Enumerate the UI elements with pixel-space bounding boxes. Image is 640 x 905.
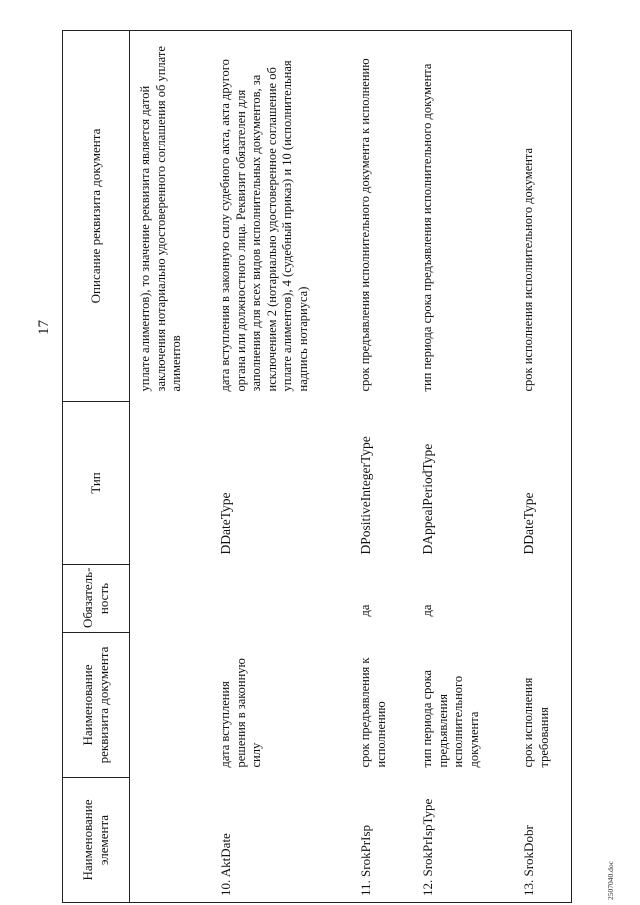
cell-requisite: дата вступления решения в законную силу bbox=[218, 658, 264, 768]
cell-description: срок исполнения исполнительного документа bbox=[509, 31, 571, 402]
rotated-table-container bbox=[62, 31, 572, 903]
cell-requisite: тип периода срока предъявления исполнительного документа bbox=[420, 669, 481, 768]
cell-description: уплате алиментов), то значение реквизита является датой заключения нотариально удостоверенного соглашения об уплате алиментов bbox=[130, 31, 207, 402]
cell-type: DDateType bbox=[218, 492, 234, 555]
cell-element: 13. SrokDobr bbox=[509, 778, 571, 903]
cell-type: DDateType bbox=[509, 402, 571, 565]
header-required: Обязатель-ность bbox=[63, 565, 130, 633]
cell-element bbox=[130, 778, 207, 903]
cell-required bbox=[130, 565, 207, 633]
table-row bbox=[509, 31, 571, 903]
page-number: 17 bbox=[36, 320, 52, 335]
header-requisite-name: Наименование реквизита документа bbox=[63, 633, 130, 778]
cell-type bbox=[130, 402, 207, 565]
cell-required bbox=[509, 565, 571, 633]
cell-element: 12. SrokPrIspType bbox=[408, 778, 509, 903]
cell-description: тип периода срока предъявления исполнительного документа bbox=[408, 31, 509, 402]
table-row bbox=[408, 31, 509, 903]
cell-required: да bbox=[420, 604, 435, 617]
cell-description: срок предъявления исполнительного документа к исполнению bbox=[346, 31, 408, 402]
cell-description: дата вступления в законную силу судебного акта, акта другого органа или должностного лица. Реквизит обязателен для заполнения для всех видов исполнительных документов, за исключением 2 (нотариально удостоверенное соглашение об уплате алиментов), 4 (судебный приказ) и 10 (исполнительная надпись нотариуса) bbox=[206, 31, 346, 402]
footer-filename: 2507040.doc bbox=[606, 861, 615, 900]
cell-element: 10. AktDate bbox=[206, 778, 346, 903]
header-element-name: Наименование элемента bbox=[63, 778, 130, 903]
table-row bbox=[346, 31, 408, 903]
table-row-continuation bbox=[130, 31, 207, 903]
cell-type: DAppealPeriodType bbox=[420, 443, 436, 555]
table-row bbox=[206, 31, 346, 903]
requisites-table bbox=[62, 30, 572, 903]
cell-required bbox=[206, 565, 346, 633]
cell-requisite: срок исполнения требования bbox=[509, 633, 571, 778]
cell-required: да bbox=[358, 604, 373, 617]
table-header-row bbox=[63, 31, 130, 903]
cell-type: DPositiveIntegerType bbox=[358, 436, 374, 555]
cell-requisite bbox=[130, 633, 207, 778]
cell-element: 11. SrokPrIsp bbox=[346, 778, 408, 903]
header-type: Тип bbox=[63, 402, 130, 565]
header-description: Описание реквизита документа bbox=[63, 31, 130, 402]
cell-requisite: срок предъявления к исполнению bbox=[358, 657, 388, 768]
